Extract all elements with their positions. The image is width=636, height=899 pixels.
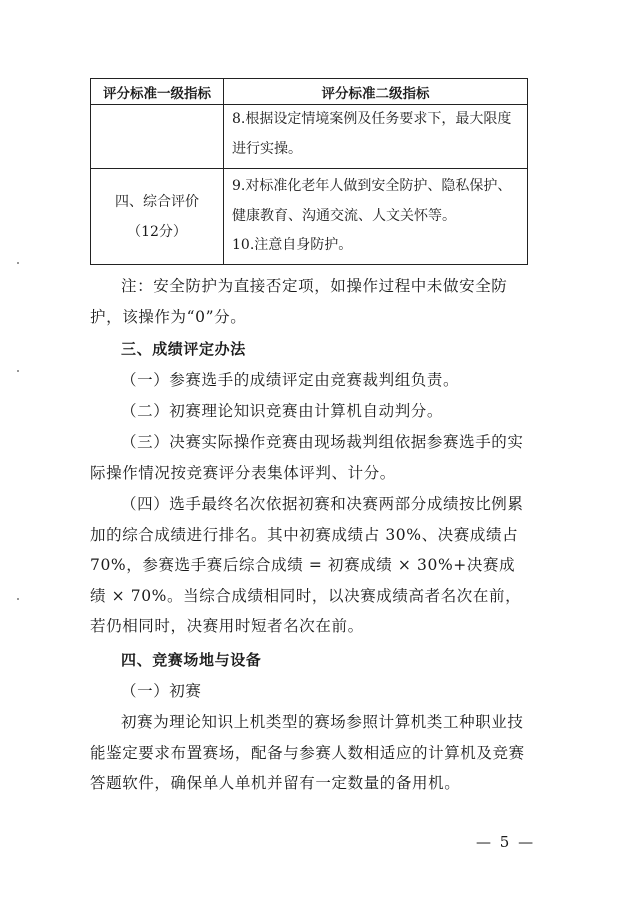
table-cell-level2 — [224, 105, 528, 169]
category-label: 四、综合评价 — [115, 193, 199, 210]
scan-speck — [17, 598, 19, 600]
criterion-line: 8.根据设定情境案例及任务要求下，最大限度 — [232, 111, 512, 127]
table-cell-level2 — [224, 169, 528, 265]
table-note: 注：安全防护为直接否定项，如操作过程中未做安全防护，该操作为“0”分。 — [90, 277, 508, 326]
scoring-table — [90, 78, 528, 265]
category-score: （12分） — [127, 223, 187, 240]
criterion-line: 进行实操。 — [232, 140, 302, 157]
scan-speck — [17, 370, 19, 372]
table-row — [91, 169, 528, 265]
section-heading: 三、成绩评定办法 — [121, 340, 246, 358]
criterion-line: 健康教育、沟通交流、人文关怀等。 — [232, 207, 456, 224]
section-heading: 四、竞赛场地与设备 — [121, 651, 262, 669]
subsection-heading: （一）初赛 — [121, 682, 202, 700]
table-cell-level1 — [91, 105, 224, 169]
table-header-cell: 评分标准二级指标 — [224, 79, 528, 105]
criterion-line: 10.注意自身防护。 — [232, 237, 353, 253]
table-row — [91, 105, 528, 169]
paragraph: （一）参赛选手的成绩评定由竞赛裁判组负责。 — [121, 371, 460, 389]
scan-speck — [17, 262, 19, 264]
table-cell-level1 — [91, 169, 224, 265]
table-header-row — [91, 79, 528, 105]
table-header-cell: 评分标准一级指标 — [91, 79, 224, 105]
paragraph: （二）初赛理论知识竞赛由计算机自动判分。 — [121, 402, 444, 420]
paragraph: （四）选手最终名次依据初赛和决赛两部分成绩按比例累加的综合成绩进行排名。其中初赛成绩占 30%、决赛成绩占 70%，参赛选手赛后综合成绩 = 初赛成绩 × 30%+决赛成绩 × 70%。当综合成绩相同时，以决赛成绩高者名次在前，若仍相同时，决赛用时短者名次在前。 — [90, 495, 524, 635]
paragraph: （三）决赛实际操作竞赛由现场裁判组依据参赛选手的实际操作情况按竞赛评分表集体评判、计分。 — [90, 433, 524, 482]
criterion-line: 9.对标准化老年人做到安全防护、隐私保护、 — [232, 178, 512, 194]
paragraph: 初赛为理论知识上机类型的赛场参照计算机类工种职业技能鉴定要求布置赛场，配备与参赛人数相适应的计算机及竞赛答题软件，确保单人单机并留有一定数量的备用机。 — [90, 713, 525, 792]
page-number: — 5 — — [476, 833, 536, 851]
